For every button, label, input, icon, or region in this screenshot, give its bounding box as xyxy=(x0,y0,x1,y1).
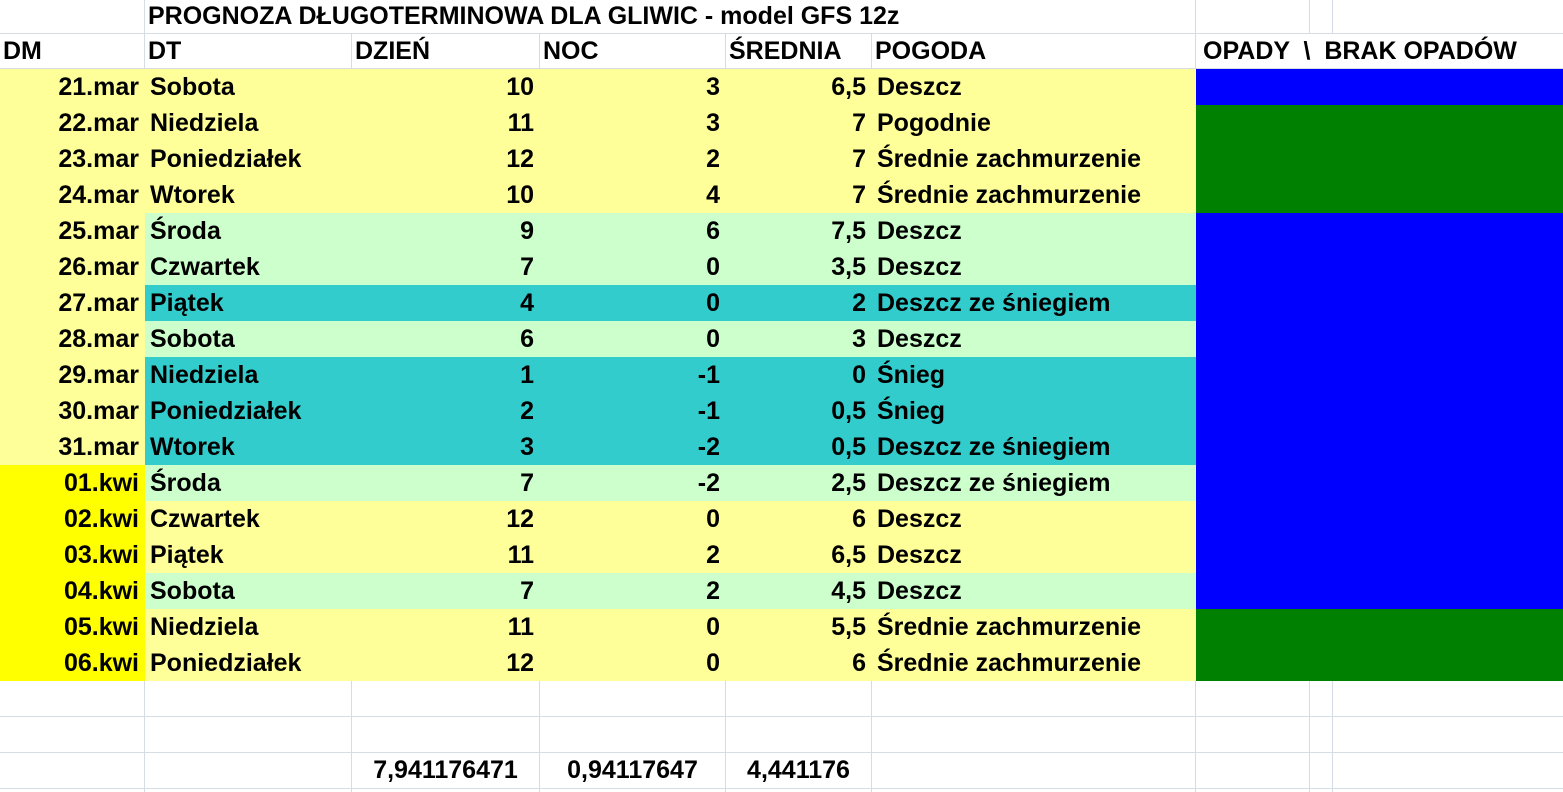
cell-precip-clear[interactable] xyxy=(1196,609,1563,645)
cell-night-temp[interactable]: 0 xyxy=(540,609,726,645)
cell-day-temp[interactable]: 4 xyxy=(352,285,540,321)
empty-cell[interactable] xyxy=(352,717,540,752)
cell-weather[interactable]: Deszcz ze śniegiem xyxy=(872,285,1196,321)
forecast-row xyxy=(0,609,1563,645)
col-header-avg[interactable]: ŚREDNIA xyxy=(726,34,872,68)
cell-date[interactable]: 01.kwi xyxy=(0,465,145,501)
stat-day-avg[interactable]: 7,941176471 xyxy=(352,753,540,788)
cell-day-name[interactable]: Sobota xyxy=(145,321,352,357)
col-header-dm[interactable]: DM xyxy=(0,34,145,68)
cell-night-temp[interactable]: 0 xyxy=(540,285,726,321)
empty-cell[interactable] xyxy=(726,681,872,716)
cell-weather[interactable]: Średnie zachmurzenie xyxy=(872,141,1196,177)
cell-day-name[interactable]: Środa xyxy=(145,465,352,501)
cell-night-temp[interactable]: 0 xyxy=(540,645,726,681)
cell-day-temp[interactable]: 2 xyxy=(352,393,540,429)
cell-g1[interactable] xyxy=(1196,0,1310,33)
cell-day-temp[interactable]: 3 xyxy=(352,429,540,465)
cell-weather[interactable]: Deszcz xyxy=(872,69,1196,105)
cell-day-temp[interactable]: 11 xyxy=(352,537,540,573)
cell-weather[interactable]: Deszcz ze śniegiem xyxy=(872,465,1196,501)
cell-date[interactable]: 26.mar xyxy=(0,249,145,285)
col-header-precip[interactable]: OPADY \ BRAK OPADÓW xyxy=(1203,37,1517,65)
cell-day-name[interactable]: Piątek xyxy=(145,285,352,321)
cell-precip-rain[interactable] xyxy=(1196,465,1563,501)
cell-weather[interactable]: Deszcz xyxy=(872,501,1196,537)
cell-precip-rain[interactable] xyxy=(1196,249,1563,285)
cell-avg-temp[interactable]: 0,5 xyxy=(726,393,872,429)
cell-precip-rain[interactable] xyxy=(1196,501,1563,537)
col-header-weather[interactable]: POGODA xyxy=(872,34,1196,68)
cell-precip-rain[interactable] xyxy=(1196,573,1563,609)
empty-cell[interactable] xyxy=(0,717,145,752)
cell-precip-clear[interactable] xyxy=(1196,177,1563,213)
cell-day-name[interactable]: Poniedziałek xyxy=(145,141,352,177)
cell-date[interactable]: 24.mar xyxy=(0,177,145,213)
cell-date[interactable]: 05.kwi xyxy=(0,609,145,645)
cell-day-name[interactable]: Poniedziałek xyxy=(145,393,352,429)
cell-day-temp[interactable]: 12 xyxy=(352,501,540,537)
cell-day-temp[interactable]: 11 xyxy=(352,609,540,645)
cell-weather[interactable]: Deszcz ze śniegiem xyxy=(872,429,1196,465)
cell-date[interactable]: 29.mar xyxy=(0,357,145,393)
cell-avg-temp[interactable]: 3,5 xyxy=(726,249,872,285)
cell-date[interactable]: 21.mar xyxy=(0,69,145,105)
cell-day-temp[interactable]: 11 xyxy=(352,105,540,141)
empty-cell[interactable] xyxy=(0,753,145,788)
empty-cell[interactable] xyxy=(145,681,352,716)
cell-weather[interactable]: Pogodnie xyxy=(872,105,1196,141)
cell-day-name[interactable]: Niedziela xyxy=(145,105,352,141)
cell-precip-clear[interactable] xyxy=(1196,645,1563,681)
cell-avg-temp[interactable]: 7 xyxy=(726,105,872,141)
col-header-dt[interactable]: DT xyxy=(145,34,352,68)
cell-day-temp[interactable]: 12 xyxy=(352,141,540,177)
cell-day-temp[interactable]: 9 xyxy=(352,213,540,249)
cell-i1[interactable] xyxy=(1333,0,1563,33)
cell-date[interactable]: 28.mar xyxy=(0,321,145,357)
sheet-title[interactable]: PROGNOZA DŁUGOTERMINOWA DLA GLIWIC - model GFS 12z xyxy=(145,0,1196,33)
cell-avg-temp[interactable]: 6,5 xyxy=(726,537,872,573)
cell-day-name[interactable]: Poniedziałek xyxy=(145,645,352,681)
cell-day-name[interactable]: Niedziela xyxy=(145,357,352,393)
empty-cell[interactable] xyxy=(1333,753,1563,788)
cell-date[interactable]: 30.mar xyxy=(0,393,145,429)
cell-date[interactable]: 02.kwi xyxy=(0,501,145,537)
empty-cell[interactable] xyxy=(1196,753,1310,788)
cell-avg-temp[interactable]: 7 xyxy=(726,141,872,177)
forecast-row xyxy=(0,429,1563,465)
cell-precip-rain[interactable] xyxy=(1196,357,1563,393)
cell-day-temp[interactable]: 6 xyxy=(352,321,540,357)
forecast-row xyxy=(0,141,1563,177)
cell-avg-temp[interactable]: 6 xyxy=(726,645,872,681)
empty-row xyxy=(0,681,1563,717)
cell-date[interactable]: 04.kwi xyxy=(0,573,145,609)
cell-precip-rain[interactable] xyxy=(1196,213,1563,249)
cell-day-name[interactable]: Wtorek xyxy=(145,429,352,465)
header-row xyxy=(0,34,1563,69)
cell-day-name[interactable]: Niedziela xyxy=(145,609,352,645)
cell-day-temp[interactable]: 1 xyxy=(352,357,540,393)
cell-weather[interactable]: Średnie zachmurzenie xyxy=(872,645,1196,681)
cell-precip-rain[interactable] xyxy=(1196,321,1563,357)
cell-night-temp[interactable]: 0 xyxy=(540,501,726,537)
cell-date[interactable]: 27.mar xyxy=(0,285,145,321)
empty-cell[interactable] xyxy=(0,681,145,716)
empty-cell[interactable] xyxy=(726,717,872,752)
cell-avg-temp[interactable]: 4,5 xyxy=(726,573,872,609)
cell-weather[interactable]: Deszcz xyxy=(872,321,1196,357)
empty-cell[interactable] xyxy=(145,717,352,752)
cell-weather[interactable]: Śnieg xyxy=(872,393,1196,429)
cell-avg-temp[interactable]: 5,5 xyxy=(726,609,872,645)
cell-date[interactable]: 06.kwi xyxy=(0,645,145,681)
cell-night-temp[interactable]: 3 xyxy=(540,105,726,141)
cell-avg-temp[interactable]: 2,5 xyxy=(726,465,872,501)
cell-night-temp[interactable]: 0 xyxy=(540,321,726,357)
cell-weather[interactable]: Średnie zachmurzenie xyxy=(872,609,1196,645)
forecast-row xyxy=(0,393,1563,429)
forecast-row xyxy=(0,69,1563,105)
cell-precip-clear[interactable] xyxy=(1196,141,1563,177)
col-header-day[interactable]: DZIEŃ xyxy=(352,34,540,68)
cell-avg-temp[interactable]: 0,5 xyxy=(726,429,872,465)
stats-row xyxy=(0,753,1563,789)
cell-day-name[interactable]: Sobota xyxy=(145,69,352,105)
empty-cell[interactable] xyxy=(1196,717,1310,752)
forecast-row xyxy=(0,573,1563,609)
cell-date[interactable]: 25.mar xyxy=(0,213,145,249)
empty-cell[interactable] xyxy=(872,717,1196,752)
empty-cell[interactable] xyxy=(540,717,726,752)
empty-cell[interactable] xyxy=(145,753,352,788)
cell-weather[interactable]: Deszcz xyxy=(872,537,1196,573)
cell-weather[interactable]: Deszcz xyxy=(872,573,1196,609)
cell-a1[interactable] xyxy=(0,0,145,33)
forecast-row xyxy=(0,321,1563,357)
empty-cell[interactable] xyxy=(540,681,726,716)
cell-date[interactable]: 22.mar xyxy=(0,105,145,141)
forecast-rows xyxy=(0,69,1563,681)
cell-avg-temp[interactable]: 7 xyxy=(726,177,872,213)
cell-night-temp[interactable]: -1 xyxy=(540,393,726,429)
cell-precip-rain[interactable] xyxy=(1196,285,1563,321)
empty-cell[interactable] xyxy=(352,681,540,716)
stat-avg-avg[interactable]: 4,441176 xyxy=(726,753,872,788)
cell-date[interactable]: 31.mar xyxy=(0,429,145,465)
cell-weather[interactable]: Śnieg xyxy=(872,357,1196,393)
cell-day-name[interactable]: Piątek xyxy=(145,537,352,573)
cell-night-temp[interactable]: 2 xyxy=(540,573,726,609)
cell-night-temp[interactable]: -1 xyxy=(540,357,726,393)
cell-avg-temp[interactable]: 7,5 xyxy=(726,213,872,249)
cell-weather[interactable]: Deszcz xyxy=(872,213,1196,249)
cell-night-temp[interactable]: -2 xyxy=(540,429,726,465)
forecast-row xyxy=(0,645,1563,681)
title-row xyxy=(0,0,1563,34)
cell-night-temp[interactable]: 3 xyxy=(540,69,726,105)
cell-h1[interactable] xyxy=(1310,0,1333,33)
cell-day-temp[interactable]: 7 xyxy=(352,249,540,285)
cell-day-name[interactable]: Środa xyxy=(145,213,352,249)
empty-cell[interactable] xyxy=(1333,717,1563,752)
col-header-night[interactable]: NOC xyxy=(540,34,726,68)
forecast-row xyxy=(0,465,1563,501)
cell-precip-rain[interactable] xyxy=(1196,393,1563,429)
cell-night-temp[interactable]: 2 xyxy=(540,141,726,177)
empty-cell[interactable] xyxy=(872,753,1196,788)
cell-day-temp[interactable]: 7 xyxy=(352,573,540,609)
cell-precip-rain[interactable] xyxy=(1196,429,1563,465)
cell-day-name[interactable]: Wtorek xyxy=(145,177,352,213)
empty-cell[interactable] xyxy=(1310,681,1333,716)
cell-weather[interactable]: Deszcz xyxy=(872,249,1196,285)
forecast-row xyxy=(0,105,1563,141)
cell-precip-rain[interactable] xyxy=(1196,537,1563,573)
cell-day-temp[interactable]: 7 xyxy=(352,465,540,501)
forecast-row xyxy=(0,357,1563,393)
empty-row xyxy=(0,717,1563,753)
cell-day-temp[interactable]: 10 xyxy=(352,177,540,213)
cell-night-temp[interactable]: 2 xyxy=(540,537,726,573)
cell-night-temp[interactable]: 4 xyxy=(540,177,726,213)
cell-date[interactable]: 23.mar xyxy=(0,141,145,177)
forecast-row xyxy=(0,501,1563,537)
empty-cell[interactable] xyxy=(1196,681,1310,716)
forecast-row xyxy=(0,249,1563,285)
cell-date[interactable]: 03.kwi xyxy=(0,537,145,573)
cell-day-name[interactable]: Czwartek xyxy=(145,501,352,537)
cell-avg-temp[interactable]: 0 xyxy=(726,357,872,393)
cell-avg-temp[interactable]: 2 xyxy=(726,285,872,321)
cell-avg-temp[interactable]: 6,5 xyxy=(726,69,872,105)
empty-cell[interactable] xyxy=(1310,717,1333,752)
cell-avg-temp[interactable]: 3 xyxy=(726,321,872,357)
cell-day-name[interactable]: Sobota xyxy=(145,573,352,609)
cell-avg-temp[interactable]: 6 xyxy=(726,501,872,537)
cell-day-name[interactable]: Czwartek xyxy=(145,249,352,285)
forecast-row xyxy=(0,537,1563,573)
forecast-row xyxy=(0,213,1563,249)
forecast-row xyxy=(0,285,1563,321)
forecast-row xyxy=(0,177,1563,213)
cell-day-temp[interactable]: 10 xyxy=(352,69,540,105)
cell-day-temp[interactable]: 12 xyxy=(352,645,540,681)
stat-night-avg[interactable]: 0,94117647 xyxy=(540,753,726,788)
empty-cell[interactable] xyxy=(1333,681,1563,716)
empty-cell[interactable] xyxy=(1310,753,1333,788)
cell-precip-rain[interactable] xyxy=(1196,69,1563,105)
cell-night-temp[interactable]: 6 xyxy=(540,213,726,249)
cell-precip-clear[interactable] xyxy=(1196,105,1563,141)
cell-night-temp[interactable]: 0 xyxy=(540,249,726,285)
cell-night-temp[interactable]: -2 xyxy=(540,465,726,501)
empty-cell[interactable] xyxy=(872,681,1196,716)
cell-weather[interactable]: Średnie zachmurzenie xyxy=(872,177,1196,213)
empty-rows xyxy=(0,681,1563,753)
